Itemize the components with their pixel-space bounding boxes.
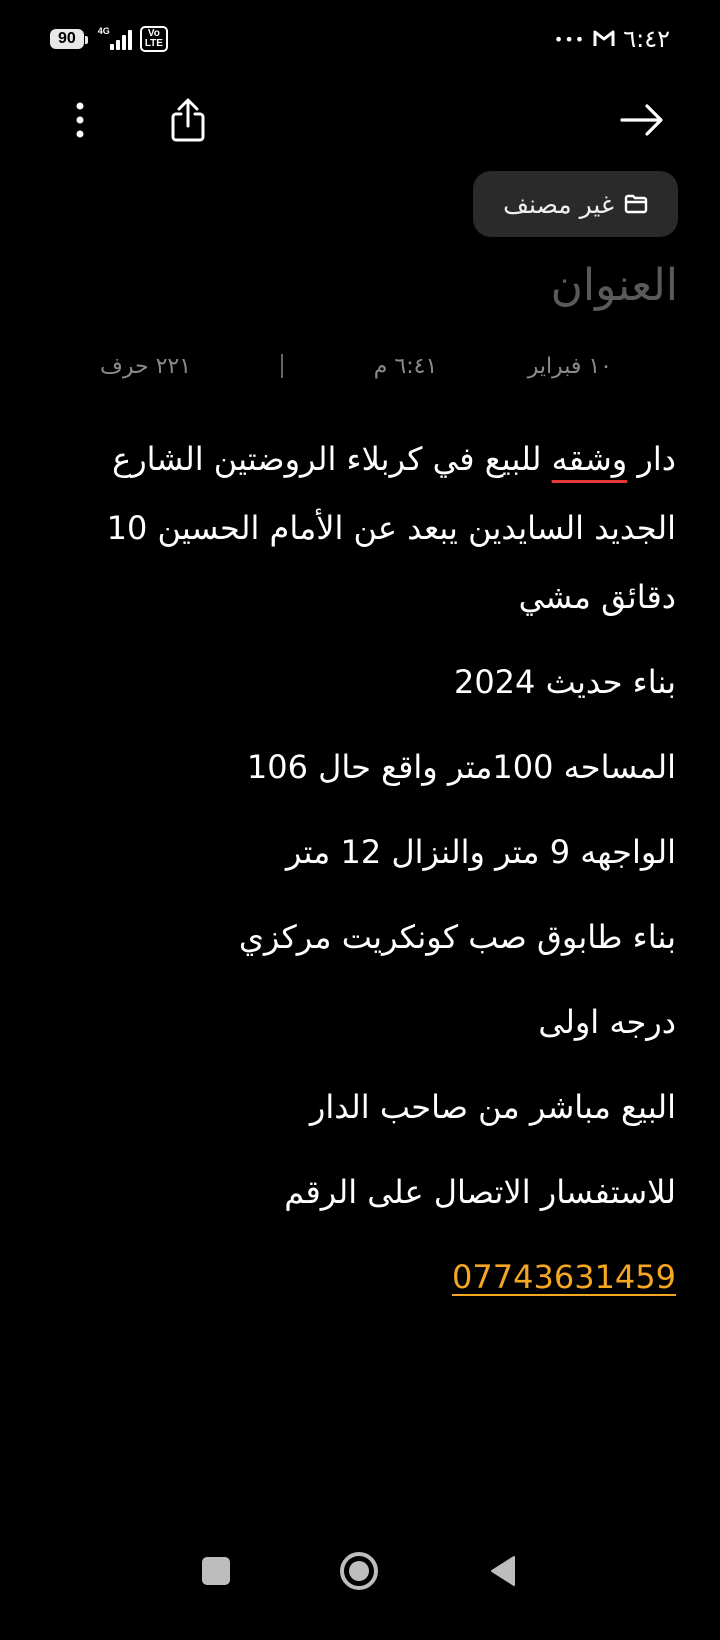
volte-top: Vo: [147, 28, 160, 39]
note-body[interactable]: [44, 425, 676, 1328]
note-time: ٦:٤١ م: [373, 353, 438, 379]
char-count: ٢٢١ حرف: [100, 353, 192, 379]
category-chip[interactable]: [473, 171, 678, 237]
back-button[interactable]: [614, 92, 670, 148]
body-paragraph-8: للاستفسار الاتصال على الرقم: [284, 1173, 676, 1211]
body-paragraph-2: بناء حديث 2024: [453, 663, 676, 701]
note-date: ١٠ فبراير: [527, 353, 612, 379]
share-icon: [168, 97, 208, 143]
note-toolbar: [52, 88, 670, 152]
phone-link[interactable]: 07743631459: [452, 1258, 676, 1296]
note-title-field[interactable]: العنوان: [550, 260, 678, 311]
more-options-button[interactable]: [52, 92, 108, 148]
body-paragraph-7: البيع مباشر من صاحب الدار: [309, 1088, 676, 1126]
status-left: [50, 26, 168, 52]
volte-bottom: LTE: [144, 38, 163, 49]
note-meta: [100, 348, 612, 384]
meta-divider: [281, 354, 283, 378]
body-paragraph-3: المساحه 100متر واقع حال 106: [246, 748, 676, 786]
status-bar: [50, 22, 670, 56]
toolbar-actions: [52, 92, 216, 148]
arrow-right-icon: [619, 103, 665, 137]
body-paragraph-1: [44, 425, 676, 632]
misspelled-word[interactable]: وشقه: [551, 440, 628, 478]
volte-icon: [140, 26, 168, 52]
share-button[interactable]: [160, 92, 216, 148]
body-text: دار: [627, 440, 676, 478]
body-paragraph-6: درجه اولى: [538, 1003, 676, 1041]
home-button[interactable]: [340, 1552, 378, 1590]
body-paragraph-4: الواجهه 9 متر والنزال 12 متر: [285, 833, 676, 871]
category-label: غير مصنف: [503, 189, 614, 219]
body-text: للبيع في كربلاء الروضتين الشارع الجديد السايدين يبعد عن الأمام الحسين 10 دقائق مشي: [106, 440, 676, 616]
back-nav-button[interactable]: [488, 1554, 518, 1588]
status-right: [554, 25, 670, 53]
home-icon: [349, 1561, 369, 1581]
body-paragraph-9: [44, 1243, 676, 1312]
folder-icon: [624, 194, 648, 214]
recents-button[interactable]: [202, 1557, 230, 1585]
system-nav-bar: [0, 1552, 720, 1590]
signal-icon: [110, 28, 132, 50]
battery-indicator: 90: [50, 29, 84, 49]
gmail-icon: [593, 25, 615, 53]
notification-overflow-icon: •••: [553, 29, 586, 49]
network-type: 4G: [97, 26, 110, 36]
more-vertical-icon: [74, 100, 86, 140]
body-paragraph-5: بناء طابوق صب كونكريت مركزي: [238, 918, 676, 956]
clock: ٦:٤٢: [623, 25, 670, 53]
